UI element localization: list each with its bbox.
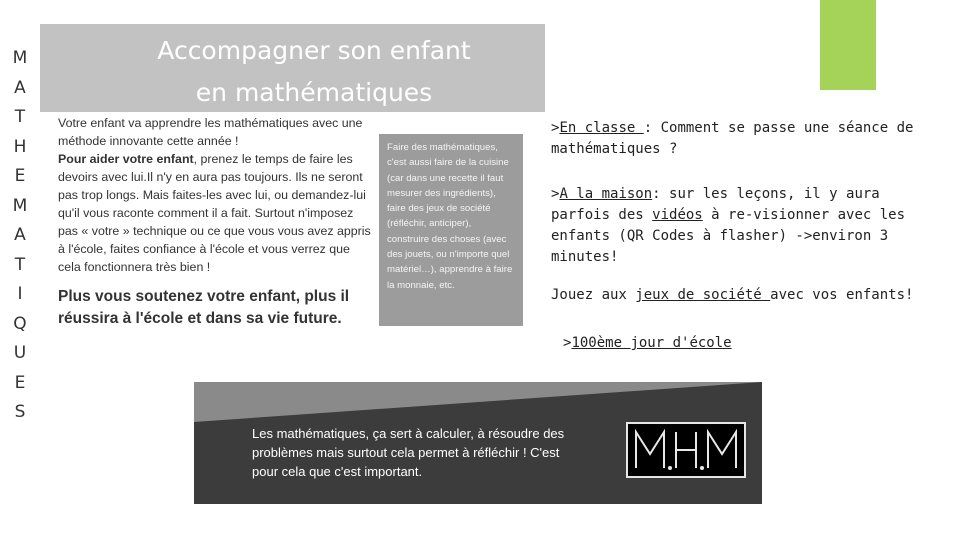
games-text-start: Jouez aux — [551, 287, 636, 303]
mhm-logo — [626, 422, 746, 478]
vertical-letter: I — [17, 284, 23, 304]
at-home-text: : sur les leçons, il y aura parfois des — [551, 186, 880, 223]
advice-lead: Pour aider votre enfant — [58, 152, 194, 166]
vertical-letter: M — [12, 48, 28, 68]
vertical-letter: E — [14, 166, 26, 186]
at-home-link[interactable]: A la maison — [559, 186, 653, 202]
vertical-letter: A — [14, 225, 26, 245]
board-games-link[interactable]: jeux de société — [635, 287, 771, 303]
videos-link[interactable]: vidéos — [652, 207, 703, 223]
vertical-letter: A — [14, 77, 26, 98]
vertical-letter: T — [14, 107, 26, 127]
link-prefix: > — [551, 186, 560, 202]
accent-bar — [820, 0, 876, 90]
banner-stripe — [194, 382, 762, 422]
in-class-link[interactable]: En classe — [559, 120, 644, 136]
in-class-text: : Comment se passe une séance de mathématiques ? — [551, 120, 914, 157]
vertical-title — [10, 44, 30, 428]
panel-title — [114, 30, 514, 114]
at-home-text-end: à re-visionner avec les enfants (QR Codes à flasher) ->environ 3 minutes! — [551, 207, 906, 265]
hundredth-day-link[interactable]: 100ème jour d'école — [571, 335, 732, 351]
link-prefix: > — [551, 120, 560, 136]
hundredth-day-paragraph — [563, 333, 958, 354]
intro-paragraph: Votre enfant va apprendre les mathématiques avec une méthode innovante cette année ! — [58, 116, 363, 148]
panel-title-line2: en mathématiques — [195, 78, 433, 107]
side-box — [379, 134, 523, 326]
advice-paragraph — [58, 150, 374, 276]
key-statement: Plus vous soutenez votre enfant, plus il réussira à l'école et dans sa vie future. — [58, 288, 350, 327]
vertical-letter: E — [14, 372, 26, 393]
advice-text: , prenez le temps de faire les devoirs avec lui.Il n'y en aura pas toujours. Ils ne seront pas trop longs. Mais faites-les avec lui, ou demandez-lui qu'il vous raconte comment il a fait. Surtout n'imposez pas « votre » technique ou ce que vous vous avez appris à l'école, faites confiance à l'école et vous verrez que cela fonctionnera très bien ! — [58, 152, 371, 274]
quote-banner — [194, 382, 762, 504]
info-panel — [40, 24, 545, 346]
side-box-text: Faire des mathématiques, c'est aussi faire de la cuisine (car dans une recette il faut mesurer des ingrédients), faire des jeux de société (réfléchir, anticiper), construire des choses (avec des jouets, ou n'importe quel matériel…), apprendre à faire la monnaie, etc. — [387, 142, 513, 291]
vertical-letter: U — [13, 343, 27, 363]
panel-body — [58, 114, 374, 330]
panel-header — [40, 24, 545, 112]
vertical-letter: M — [12, 195, 28, 216]
in-class-paragraph — [551, 118, 946, 160]
games-text-end: avec vos enfants! — [770, 287, 914, 303]
panel-title-line1: Accompagner son enfant — [157, 36, 471, 65]
link-prefix: > — [563, 335, 572, 351]
vertical-letter: T — [14, 254, 26, 275]
vertical-letter: S — [14, 402, 26, 422]
vertical-letter: H — [13, 136, 27, 157]
mhm-logo-graphic — [628, 424, 744, 476]
vertical-letter: Q — [13, 313, 27, 334]
at-home-paragraph — [551, 184, 946, 268]
banner-text: Les mathématiques, ça sert à calculer, à résoudre des problèmes mais surtout cela permet à réfléchir ! C'est pour cela que c'est important. — [252, 426, 565, 479]
games-paragraph — [551, 285, 946, 306]
